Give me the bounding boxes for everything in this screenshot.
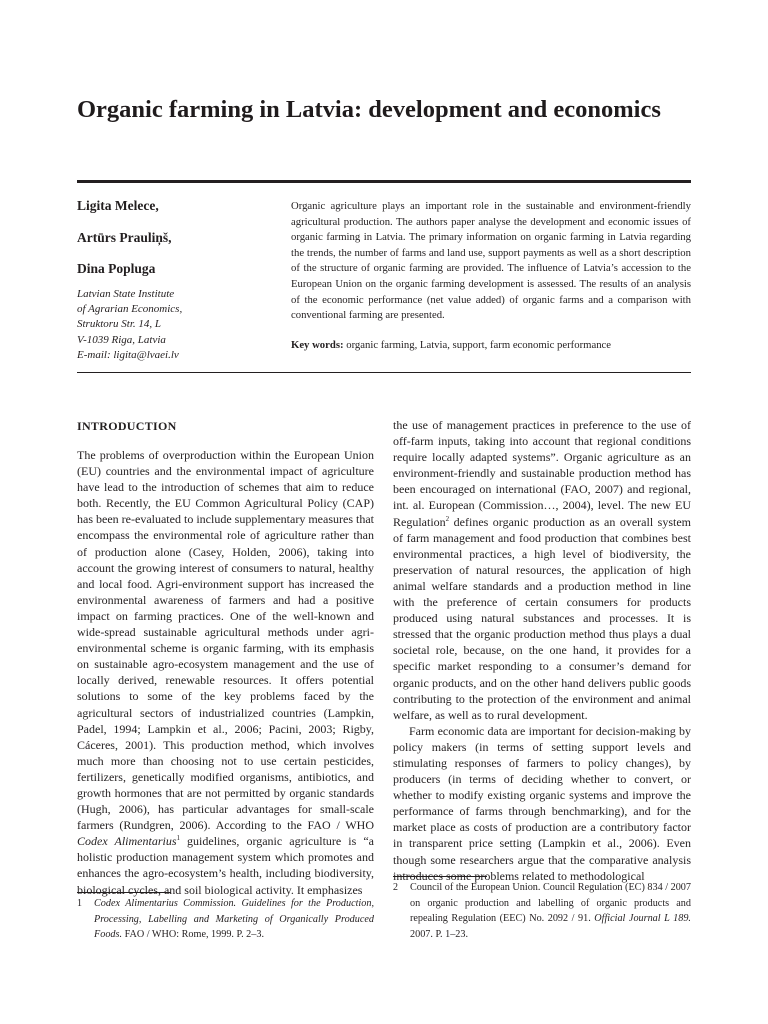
author-name: Artūrs Prauliņš, xyxy=(77,229,172,245)
footnote-ref: 2 xyxy=(445,514,450,523)
affiliation-line: Latvian State Institute xyxy=(77,288,175,300)
keywords xyxy=(291,338,691,353)
abstract: Organic agriculture plays an important role in the sustainable and environment-friendly agricultural production. The authors paper analyse the development and economic issues of organic farming in Latvia. The primary information on organic farming in Latvia regarding the trends, the number of farms and land use, support payments as well as a short description of the structure of organic farming are provided. The influence of Latvia’s accession to the European Union on the organic farming development is assessed. The results of an analysis of the economic performance (net value added) of organic farms and a comparison with conventional farming are presented. xyxy=(291,200,691,322)
author-name: Dina Popluga xyxy=(77,261,156,276)
footnote-italic: Codex Alimentarius Commission. Guidelines for the Production, Processing, Labelling and Marketing of Organically Produced Foods. xyxy=(94,898,374,940)
body-text: The problems of overproduction within the European Union (EU) countries and the environmental impact of agriculture have lead to the introduction of schemes that aim to reduce both. Recently, the EU Common Agricultural Policy (CAP) has been re-evaluated to include supplementary measures that encompass the environmental role of agriculture rather than of production alone (Casey, Holden, 2006), taking into account the growing interest of consumers to natural, healthy and local food. Agri-environment support has increased the environmental awareness of farmers and had a positive impact on farming practices. One of the well-known and wide-spread sustainable agricultural methods under agri-environmental scheme is organic farming, with its emphasis on sustainable agro-ecosystem management and the use of locally derived, renewable resources. It offers potential solutions to some of the key problems faced by the agricultural sectors of industrialized countries (Lampkin, Padel, 1994; Lampkin et al., 2006; Pacini, 2003; Rigby, Cáceres, 2001). This production method, which involves much more than choosing not to use certain pesticides, fertilizers, genetically modified organisms, antibiotics, and growth hormones that are not permitted by organic standards (Hugh, 2006), has particular advantages for small-scale farmers (Rundgren, 2006). According to the FAO / WHO xyxy=(77,448,374,833)
author-list xyxy=(77,197,277,292)
keywords-text: organic farming, Latvia, support, farm economic performance xyxy=(343,339,612,351)
footnote-text xyxy=(94,896,374,943)
abstract-divider xyxy=(77,372,691,373)
footnote-text-part: 2007. P. 1–23. xyxy=(410,928,469,940)
title-divider xyxy=(77,180,691,183)
footnote-2 xyxy=(393,880,691,942)
affiliation-line: V-1039 Riga, Latvia xyxy=(77,333,166,346)
author-affiliation xyxy=(77,287,277,363)
body-text: guidelines, organic agriculture is “a holistic production management system which promotes and enhances the agro-ecosystem’s health, including biodiversity, biological cycles, and soil biological activity. It emphasizes xyxy=(77,834,375,897)
body-paragraph: Farm economic data are important for decision-making by policy makers (in terms of setting support levels and stimulating responses of farmers to policy changes), by producers (in terms of deciding whether to convert, or whether to modify existing organic systems and improve the performance of farms through benchmarking), and for the market place as costs of production are a contributory factor in transparent price setting (Lampkin et al., 2006). Even though some researchers argue that the comparative analysis introduces some problems related to methodological xyxy=(393,723,691,883)
body-paragraph xyxy=(393,417,691,723)
body-text: defines organic production as an overall system of farm management and food production that combines best environmental practices, a high level of biodiversity, the preservation of natural resources, the application of high animal welfare standards and a production method in line with the preference of certain consumers for products produced using natural substances and processes. It is stressed that the organic production method thus plays a dual societal role, because, on the one hand, it provides for a specific market responding to a consumer’s demand for organic products, and on the other hand delivers public goods contributing to the protection of the environment and animal welfare, as well as to rural development. xyxy=(393,514,691,722)
footnote-number: 1 xyxy=(77,898,82,909)
paper-title: Organic farming in Latvia: development and economics xyxy=(77,96,661,123)
left-column xyxy=(77,417,374,898)
footnote-rest: FAO / WHO: Rome, 1999. P. 2–3. xyxy=(122,929,264,940)
section-heading-introduction: INTRODUCTION xyxy=(77,419,177,433)
footnote-divider xyxy=(393,876,487,877)
codex-title: Codex Alimentarius xyxy=(77,834,177,849)
footnote-divider xyxy=(77,892,171,893)
footnote-text xyxy=(410,880,691,942)
footnote-1 xyxy=(77,896,374,943)
right-column xyxy=(393,417,691,884)
affiliation-line: Struktoru Str. 14, L xyxy=(77,318,162,331)
body-paragraph xyxy=(77,447,374,898)
keywords-label: Key words: xyxy=(291,339,344,351)
footnote-italic: Official Journal L 189. xyxy=(594,913,691,924)
footnote-text-part: Council of the European Union. Council Regulation (EC) 834 / 2007 on organic production and labelling of organic products and repealing Regulation (EEC) No. 2092 / 91. xyxy=(410,882,691,924)
body-text: the use of management practices in preference to the use of off-farm inputs, taking into account that regional conditions require locally adapted systems”. Organic agriculture as an environment-friendly and sustainable production method has been encouraged on international (FAO, 2007) and regional, int. al. European (Commission…, 2004), level. The new EU Regulation xyxy=(393,418,691,529)
footnote-number: 2 xyxy=(393,882,398,893)
affiliation-line: of Agrarian Economics, xyxy=(77,303,183,316)
footnote-ref: 1 xyxy=(176,834,180,843)
author-name: Ligita Melece, xyxy=(77,198,159,213)
affiliation-email: E-mail: ligita@lvaei.lv xyxy=(77,348,179,361)
